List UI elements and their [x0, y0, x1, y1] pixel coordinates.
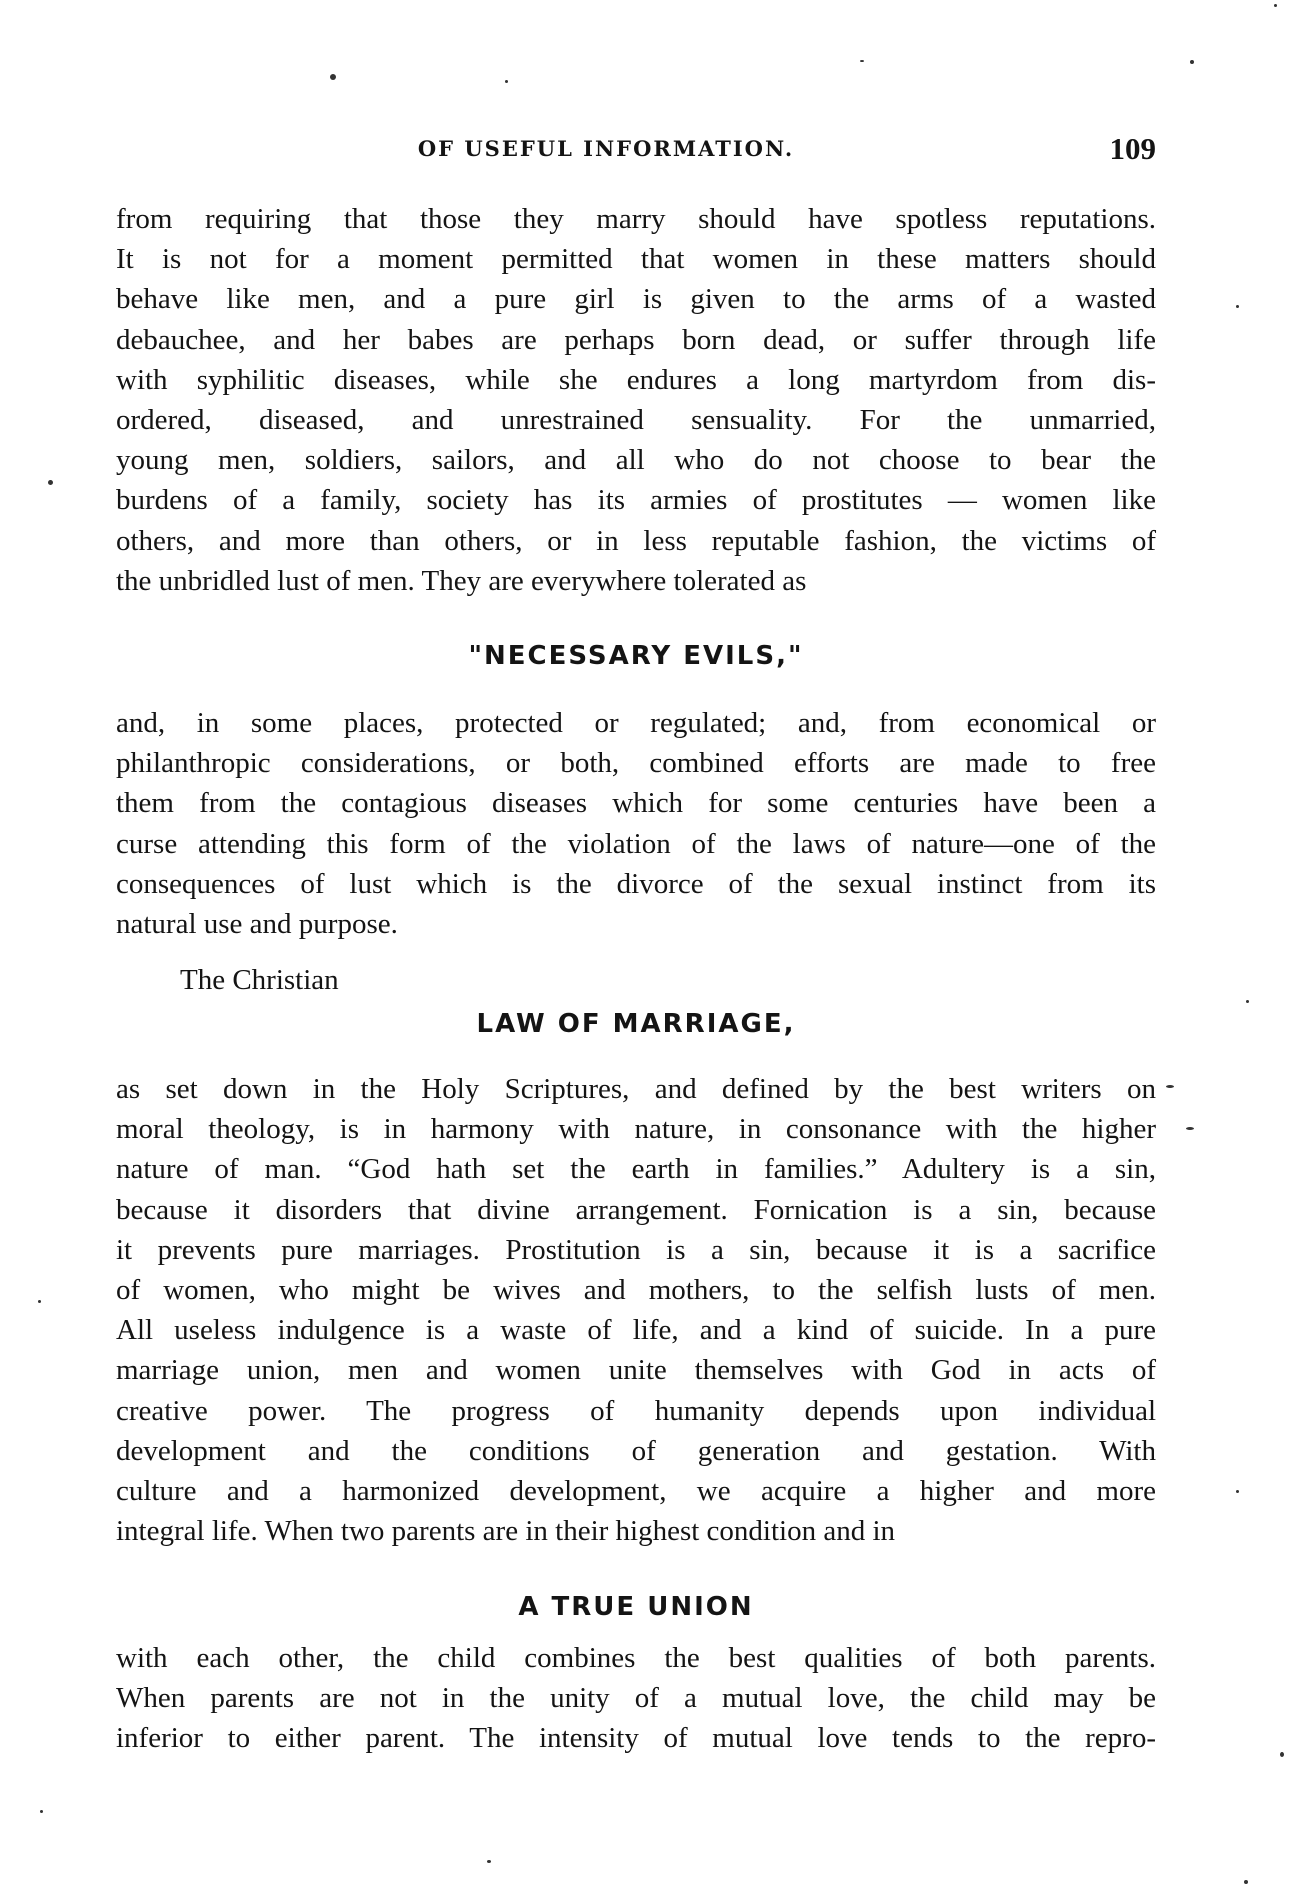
- text-line: the unbridled lust of men. They are everywhere tolerated as: [116, 564, 807, 597]
- text-line: with each other, the child combines the best qualities of both parents.: [116, 1642, 1156, 1674]
- text-line: When parents are not in the unity of a mutual love, the child may be: [116, 1682, 1156, 1715]
- text-line: nature of man. “God hath set the earth in families.” Adultery is a sin,: [116, 1153, 1156, 1186]
- text-line: others, and more than others, or in less reputable fashion, the victims of: [116, 524, 1156, 557]
- paragraph-1: [116, 199, 1156, 601]
- text-line: marriage union, men and women unite themselves with God in acts of: [116, 1354, 1156, 1387]
- text-line: of women, who might be wives and mothers, to the selfish lusts of men.: [116, 1274, 1156, 1307]
- text-line: moral theology, is in harmony with nature, in consonance with the higher: [116, 1113, 1156, 1146]
- text-line: integral life. When two parents are in their highest condition and in: [116, 1515, 896, 1548]
- section-heading-law-of-marriage: LAW OF MARRIAGE,: [476, 1009, 796, 1039]
- section-heading-necessary-evils: "NECESSARY EVILS,": [468, 641, 804, 671]
- text-line: young men, soldiers, sailors, and all who do not choose to bear the: [116, 444, 1156, 477]
- scan-speck: [1236, 305, 1239, 308]
- scan-speck: [48, 480, 53, 485]
- scan-speck: [1244, 1880, 1248, 1884]
- text-line: ordered, diseased, and unrestrained sensuality. For the unmarried,: [116, 404, 1156, 437]
- text-line: because it disorders that divine arrangement. Fornication is a sin, because: [116, 1193, 1156, 1226]
- section-heading-a-true-union: A TRUE UNION: [518, 1592, 754, 1622]
- running-header: [116, 132, 1156, 166]
- text-line: with syphilitic diseases, while she endures a long martyrdom from dis-: [116, 363, 1156, 396]
- text-line: as set down in the Holy Scriptures, and defined by the best writers on: [116, 1073, 1156, 1105]
- text-line: inferior to either parent. The intensity of mutual love tends to the repro-: [116, 1722, 1156, 1755]
- scan-speck: [505, 80, 508, 83]
- scan-speck: [1166, 1085, 1174, 1088]
- scan-speck: [38, 1300, 41, 1303]
- scan-speck: [487, 1860, 491, 1863]
- text-line: from requiring that those they marry should have spotless reputations.: [116, 203, 1156, 235]
- paragraph-2: [116, 703, 1156, 944]
- text-line: All useless indulgence is a waste of life, and a kind of suicide. In a pure: [116, 1314, 1156, 1347]
- text-line: development and the conditions of generation and gestation. With: [116, 1434, 1156, 1467]
- text-line: culture and a harmonized development, we acquire a higher and more: [116, 1475, 1156, 1508]
- text-line: debauchee, and her babes are perhaps born dead, or suffer through life: [116, 323, 1156, 356]
- running-title: OF USEFUL INFORMATION.: [417, 136, 795, 161]
- text-line: natural use and purpose.: [116, 908, 398, 941]
- text-line: burdens of a family, society has its armies of prostitutes — women like: [116, 484, 1156, 517]
- scan-speck: [330, 74, 336, 80]
- page-number: 109: [1109, 131, 1156, 166]
- paragraph-5: [116, 1638, 1156, 1759]
- scan-speck: [1246, 1000, 1249, 1003]
- scan-speck: [40, 1810, 43, 1813]
- text-line: them from the contagious diseases which for some centuries have been a: [116, 787, 1156, 820]
- scan-speck: [1186, 1127, 1194, 1130]
- scan-speck: [1236, 1490, 1239, 1493]
- text-line: it prevents pure marriages. Prostitution is a sin, because it is a sacrifice: [116, 1233, 1156, 1266]
- scan-speck: [1190, 60, 1194, 64]
- text-line: curse attending this form of the violation of the laws of nature—one of the: [116, 827, 1156, 860]
- text-line: philanthropic considerations, or both, combined efforts are made to free: [116, 747, 1156, 780]
- scan-speck: [1280, 1752, 1284, 1757]
- scan-speck: [860, 60, 864, 62]
- text-line: consequences of lust which is the divorce of the sexual instinct from its: [116, 867, 1156, 900]
- text-line: and, in some places, protected or regulated; and, from economical or: [116, 707, 1156, 739]
- text-line: behave like men, and a pure girl is given to the arms of a wasted: [116, 283, 1156, 316]
- text-line: creative power. The progress of humanity depends upon individual: [116, 1394, 1156, 1427]
- paragraph-4: [116, 1069, 1156, 1551]
- text-line: It is not for a moment permitted that women in these matters should: [116, 243, 1156, 276]
- scan-speck: [1274, 4, 1277, 7]
- paragraph-3-lead: The Christian: [180, 964, 339, 996]
